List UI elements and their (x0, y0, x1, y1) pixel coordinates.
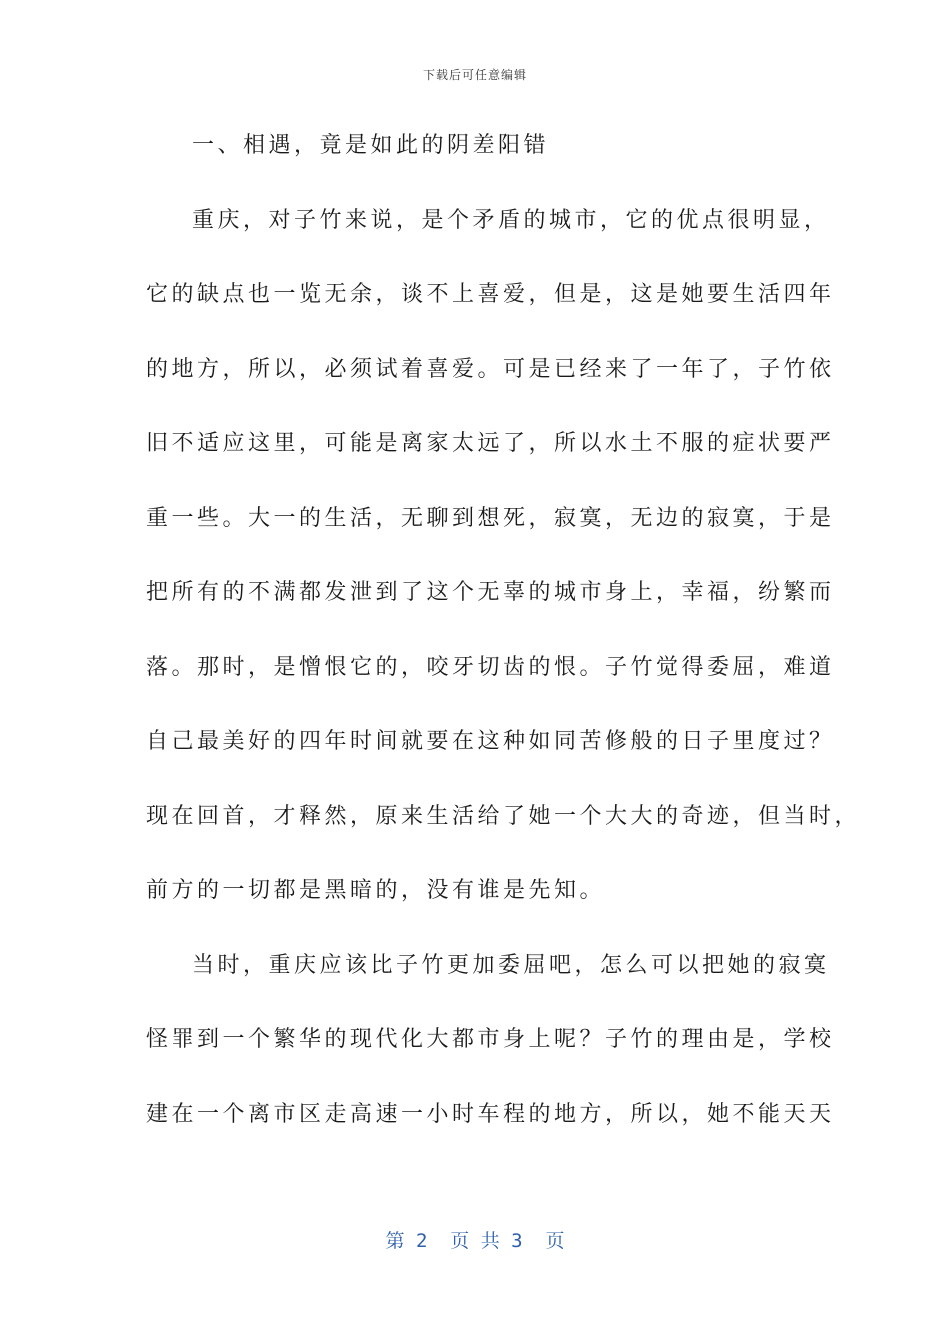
document-body (146, 124, 861, 1167)
paragraph-line: 怪罪到一个繁华的现代化大都市身上呢？子竹的理由是，学校 (146, 1027, 835, 1052)
page-header: 下载后可任意编辑 (422, 68, 527, 82)
paragraph-line: 把所有的不满都发泄到了这个无辜的城市身上，幸福，纷繁而 (146, 580, 835, 605)
paragraph-line: 前方的一切都是黑暗的，没有谁是先知。 (146, 878, 606, 903)
paragraph-line: 当时，重庆应该比子竹更加委屈吧，怎么可以把她的寂寞 (192, 952, 830, 978)
paragraph-line: 自己最美好的四年时间就要在这种如同苦修般的日子里度过？ (146, 729, 835, 754)
page-number-footer: 第 2 页 共 3 页 (385, 1230, 565, 1252)
paragraph-line: 落。那时，是憎恨它的，咬牙切齿的恨。子竹觉得委屈，难道 (146, 654, 835, 680)
section-heading: 一、相遇，竟是如此的阴差阳错 (192, 133, 550, 158)
paragraph-line: 重庆，对子竹来说，是个矛盾的城市，它的优点很明显， (192, 207, 830, 233)
paragraph-line: 现在回首，才释然，原来生活给了她一个大大的奇迹，但当时， (146, 803, 861, 829)
paragraph-line: 旧不适应这里，可能是离家太远了，所以水土不服的症状要严 (146, 431, 835, 456)
paragraph-line: 重一些。大一的生活，无聊到想死，寂寞，无边的寂寞，于是 (146, 505, 835, 531)
paragraph-line: 的地方，所以，必须试着喜爱。可是已经来了一年了，子竹依 (146, 356, 835, 382)
paragraph-line: 它的缺点也一览无余，谈不上喜爱，但是，这是她要生活四年 (146, 282, 835, 307)
paragraph-line: 建在一个离市区走高速一小时车程的地方，所以，她不能天天 (146, 1101, 835, 1127)
